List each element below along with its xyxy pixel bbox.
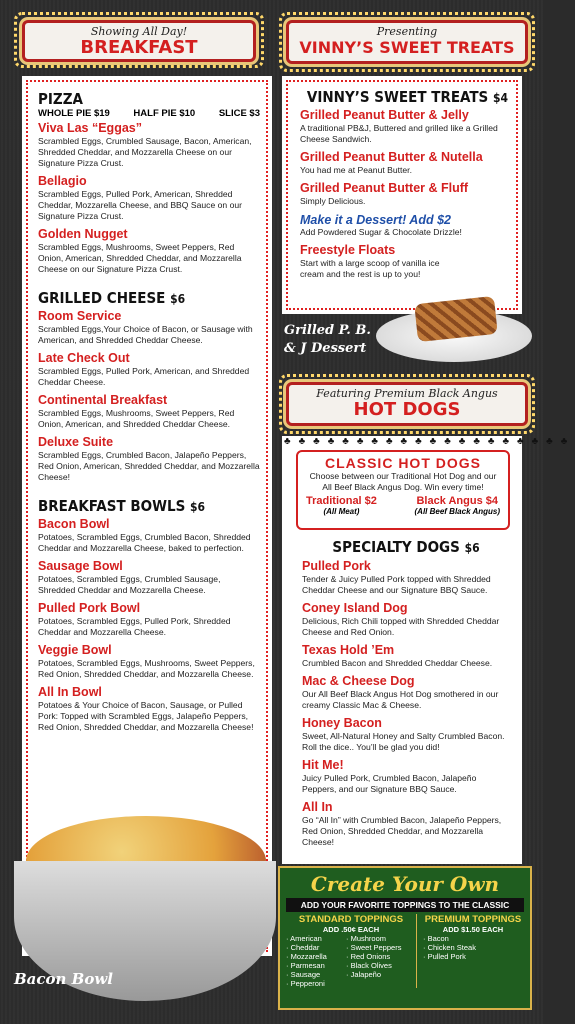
item-name: Mac & Cheese Dog xyxy=(302,674,415,688)
pizza-item xyxy=(38,227,260,275)
item-name: Texas Hold ’Em xyxy=(302,643,395,657)
classic-title: CLASSIC HOT DOGS xyxy=(324,455,481,471)
premium-toppings xyxy=(416,914,523,988)
hotdog-item xyxy=(302,601,510,638)
breakfast-header-title: BREAKFAST xyxy=(80,37,198,58)
item-desc: Potatoes, Scrambled Eggs, Mushrooms, Sweet Peppers, Red Onion, Shredded Cheddar, and Mozzarella Cheese. xyxy=(38,658,255,679)
item-desc: Our All Beef Black Angus Hot Dog smothered in our creamy Classic Mac & Cheese. xyxy=(302,689,499,710)
create-subtitle: ADD YOUR FAVORITE TOPPINGS TO THE CLASSIC xyxy=(286,898,524,912)
item-desc: You had me at Peanut Butter. xyxy=(300,165,412,175)
standard-title: STANDARD TOPPINGS xyxy=(298,914,404,925)
topping: · Sausage xyxy=(286,970,321,979)
traditional-price-block xyxy=(306,495,377,516)
item-name: Pulled Pork Bowl xyxy=(38,601,141,615)
item-name: Golden Nugget xyxy=(38,227,128,241)
item-name: Deluxe Suite xyxy=(38,435,114,449)
item-name: Bellagio xyxy=(38,174,87,188)
pizza-whole-price: WHOLE PIE $19 xyxy=(38,108,110,119)
specialty-title-label: SPECIALTY DOGS xyxy=(332,538,460,556)
hotdog-item xyxy=(302,643,510,669)
standard-toppings xyxy=(286,914,416,988)
item-desc: Scrambled Eggs, Mushrooms, Sweet Peppers, Red Onion, American, Shredded Cheddar, and Mozzarella Cheese on our Signature Pizza Crust. xyxy=(38,242,242,274)
item-desc: Go “All In” with Crumbled Bacon, Jalapeño Peppers, Red Onion, Shredded Cheddar, and Mozzarella Cheese! xyxy=(302,815,502,847)
dessert-caption-line1: Grilled P. B. xyxy=(284,323,371,338)
item-name: Hit Me! xyxy=(302,758,344,772)
classic-prices xyxy=(298,493,508,516)
premium-price: ADD $1.50 EACH xyxy=(442,925,504,934)
breakfast-header-sub: Showing All Day! xyxy=(90,25,188,38)
grilled-item xyxy=(38,309,260,346)
item-desc: Scrambled Eggs,Your Choice of Bacon, or Sausage with American, and Shredded Cheddar Cheese. xyxy=(38,324,253,345)
item-desc: Scrambled Eggs, Crumbled Bacon, Jalapeño Peppers, Red Onion, American, Shredded Cheddar, and Mozzarella Cheese! xyxy=(38,450,260,482)
dessert-promo-desc: Add Powdered Sugar & Chocolate Drizzle! xyxy=(300,227,462,237)
hotdogs-header-title: HOT DOGS xyxy=(353,399,461,420)
item-desc: Simply Delicious. xyxy=(300,196,366,206)
item-desc: Sweet, All-Natural Honey and Salty Crumbled Bacon. Roll the dice.. You’ll be glad you did! xyxy=(302,731,505,752)
item-name: All In Bowl xyxy=(38,685,102,699)
item-name: Continental Breakfast xyxy=(38,393,168,407)
item-name: Grilled Peanut Butter & Fluff xyxy=(300,181,469,195)
classic-hotdogs-box xyxy=(296,450,510,530)
grilled-cheese-price: $6 xyxy=(170,292,186,306)
standard-list-2 xyxy=(346,934,401,988)
item-desc: Start with a large scoop of vanilla ice cream and the rest is up to you! xyxy=(300,258,440,279)
grilled-item xyxy=(38,435,260,483)
topping: · Cheddar xyxy=(286,943,320,952)
item-desc: Potatoes, Scrambled Eggs, Crumbled Sausage, Shredded Cheddar and Mozzarella Cheese. xyxy=(38,574,221,595)
hotdog-item xyxy=(302,559,510,596)
pizza-slice-price: SLICE $3 xyxy=(218,108,260,119)
item-desc: Juicy Pulled Pork, Crumbled Bacon, Jalapeño Peppers, and our Signature BBQ Sauce. xyxy=(302,773,477,794)
item-name: Pulled Pork xyxy=(302,559,371,573)
hotdog-item xyxy=(302,674,510,711)
breakfast-bowls-label: BREAKFAST BOWLS xyxy=(38,497,186,515)
item-desc: Potatoes, Scrambled Eggs, Crumbled Bacon, Shredded Cheddar and Mozzarella Cheese, baked to perfection. xyxy=(38,532,251,553)
premium-list xyxy=(423,934,523,961)
item-name: Late Check Out xyxy=(38,351,130,365)
topping: · Chicken Steak xyxy=(423,943,476,952)
sweet-item xyxy=(300,108,508,145)
topping: · Red Onions xyxy=(346,952,391,961)
topping: · Bacon xyxy=(423,934,449,943)
sweets-header xyxy=(286,20,528,64)
pizza-item xyxy=(38,174,260,222)
item-name: Viva Las “Eggas” xyxy=(38,121,142,135)
hotdogs-header xyxy=(286,382,528,426)
bowl-item xyxy=(38,559,260,596)
breakfast-bowls-title xyxy=(38,497,260,515)
sweets-header-title: VINNY’S SWEET TREATS xyxy=(299,38,515,57)
dessert-caption-line2: & J Dessert xyxy=(284,341,367,356)
sweets-title-price: $4 xyxy=(492,91,508,105)
grilled-item xyxy=(38,393,260,430)
item-name: Bacon Bowl xyxy=(38,517,110,531)
topping: · Pepperoni xyxy=(286,979,325,988)
hotdog-item xyxy=(302,800,510,848)
grilled-cheese-title xyxy=(38,289,260,307)
item-desc: Crumbled Bacon and Shredded Cheddar Cheese. xyxy=(302,658,493,668)
sweets-panel xyxy=(282,76,522,314)
item-name: Freestyle Floats xyxy=(300,243,396,257)
topping: · Mozzarella xyxy=(286,952,327,961)
bowl-item xyxy=(38,601,260,638)
standard-price: ADD .50¢ EACH xyxy=(322,925,380,934)
topping: · Mushroom xyxy=(346,934,387,943)
dessert-photo xyxy=(376,296,536,366)
item-desc: Scrambled Eggs, Pulled Pork, American, and Shredded Cheddar Cheese. xyxy=(38,366,250,387)
item-desc: Tender & Juicy Pulled Pork topped with Shredded Cheddar Cheese and our Signature BBQ Sauce. xyxy=(302,574,491,595)
item-name: All In xyxy=(302,800,333,814)
item-desc: Scrambled Eggs, Pulled Pork, American, Shredded Cheddar, Mozzarella Cheese, and BBQ Sauce on our Signature Pizza Crust. xyxy=(38,189,242,221)
club-border-top: ♣♣♣♣♣♣♣♣♣♣♣♣♣♣♣♣♣♣♣♣ xyxy=(284,436,575,447)
classic-desc: Choose between our Traditional Hot Dog and our All Beef Black Angus Dog. Win every time! xyxy=(309,471,497,492)
dessert-promo: Make it a Dessert! Add $2 xyxy=(300,213,451,227)
item-desc: A traditional PB&J, Buttered and grilled like a Grilled Cheese Sandwich. xyxy=(300,123,498,144)
premium-title: PREMIUM TOPPINGS xyxy=(424,914,522,925)
item-desc: Potatoes & Your Choice of Bacon, Sausage, or Pulled Pork: Topped with Scrambled Eggs, Jalapeño Peppers, Red Onion, Shredded Cheddar, and Mozzarella Cheese! xyxy=(38,700,254,732)
item-name: Honey Bacon xyxy=(302,716,382,730)
hotdog-item xyxy=(302,716,510,753)
traditional-sub: (All Meat) xyxy=(323,507,360,516)
grilled-cheese-label: GRILLED CHEESE xyxy=(38,289,166,307)
dessert-caption xyxy=(284,322,371,358)
specialty-title xyxy=(302,538,510,556)
topping: · Black Olives xyxy=(346,961,392,970)
pizza-title: PIZZA xyxy=(38,90,83,108)
item-name: Room Service xyxy=(38,309,122,323)
item-desc: Scrambled Eggs, Crumbled Sausage, Bacon, American, Shredded Cheddar, and Mozzarella Cheese on our Signature Pizza Crust. xyxy=(38,136,252,168)
item-desc: Delicious, Rich Chili topped with Shredded Cheddar Cheese and Red Onion. xyxy=(302,616,500,637)
item-desc: Potatoes, Scrambled Eggs, Pulled Pork, Shredded Cheddar and Mozzarella Cheese. xyxy=(38,616,231,637)
topping: · Pulled Pork xyxy=(423,952,466,961)
grilled-item xyxy=(38,351,260,388)
sweets-title-label: VINNY’S SWEET TREATS xyxy=(306,88,489,106)
sweet-item xyxy=(300,181,508,207)
item-name: Grilled Peanut Butter & Jelly xyxy=(300,108,469,122)
angus-sub: (All Beef Black Angus) xyxy=(414,507,500,516)
standard-list-1 xyxy=(286,934,346,988)
sweets-header-sub: Presenting xyxy=(376,25,438,38)
sweet-item xyxy=(300,150,508,176)
breakfast-header xyxy=(22,20,256,62)
create-your-own-box xyxy=(278,866,532,1010)
item-name: Coney Island Dog xyxy=(302,601,408,615)
hotdogs-panel xyxy=(282,436,575,864)
pizza-item xyxy=(38,121,260,169)
hotdogs-header-sub: Featuring Premium Black Angus xyxy=(316,387,498,400)
hotdog-item xyxy=(302,758,510,795)
angus-price-block xyxy=(415,495,501,516)
create-title: Create Your Own xyxy=(310,872,500,896)
pizza-prices xyxy=(38,108,260,119)
item-name: Sausage Bowl xyxy=(38,559,123,573)
item-name: Veggie Bowl xyxy=(38,643,112,657)
topping: · Jalapeño xyxy=(346,970,382,979)
item-name: Grilled Peanut Butter & Nutella xyxy=(300,150,483,164)
item-desc: Scrambled Eggs, Mushrooms, Sweet Peppers, Red Onion, American, and Shredded Cheddar Cheese. xyxy=(38,408,235,429)
topping: · American xyxy=(286,934,322,943)
bacon-bowl-caption: Bacon Bowl xyxy=(14,970,113,988)
angus-price: Black Angus $4 xyxy=(416,495,498,507)
breakfast-bowls-price: $6 xyxy=(190,500,206,514)
toppings-columns xyxy=(280,912,530,988)
traditional-price: Traditional $2 xyxy=(306,495,377,507)
topping: · Sweet Peppers xyxy=(346,943,402,952)
bowl-item xyxy=(38,643,260,680)
sweets-title xyxy=(300,88,508,106)
bowl-item xyxy=(38,517,260,554)
floats-item xyxy=(300,243,508,280)
bowl-item xyxy=(38,685,260,733)
pizza-half-price: HALF PIE $10 xyxy=(133,108,196,119)
topping: · Parmesan xyxy=(286,961,325,970)
specialty-title-price: $6 xyxy=(464,541,480,555)
